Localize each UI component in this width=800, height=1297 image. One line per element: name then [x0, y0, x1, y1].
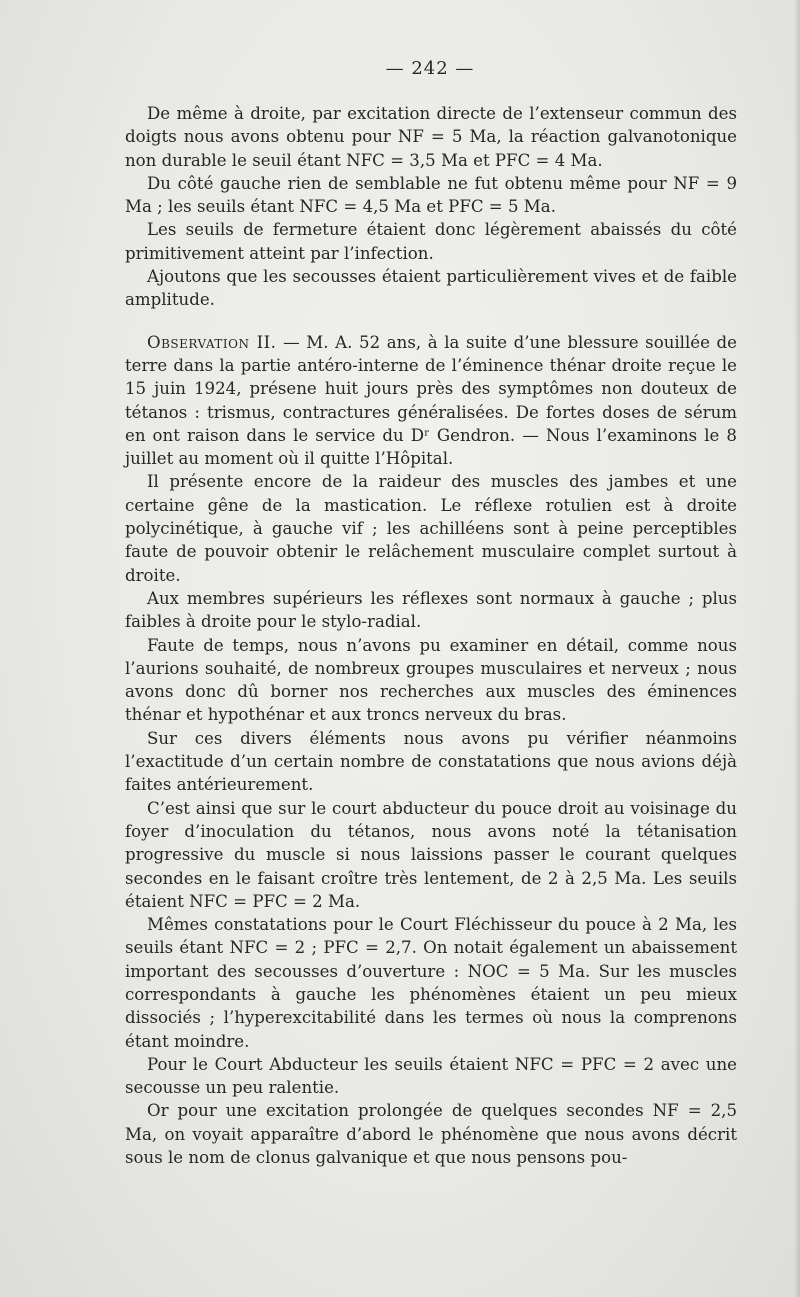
observation-heading: Observation II.	[147, 332, 277, 352]
paragraph: Faute de temps, nous n’avons pu examiner en détail, comme nous l’aurions souhaité, de nombreux groupes musculaires et nerveux ; nous avons donc dû borner nos recherches aux muscles des éminences thénar et hypothénar et aux troncs nerveux du bras.	[125, 635, 737, 725]
paragraph: Du côté gauche rien de semblable ne fut obtenu même pour NF = 9 Ma ; les seuils étant NFC = 4,5 Ma et PFC = 5 Ma.	[125, 173, 737, 217]
paragraph: C’est ainsi que sur le court abducteur du pouce droit au voisinage du foyer d’inoculation du tétanos, nous avons noté la tétanisation progressive du muscle si nous laissions passer le courant quelques secondes en le faisant croître très lentement, de 2 à 2,5 Ma. Les seuils étaient NFC = PFC = 2 Ma.	[125, 798, 737, 911]
paragraph: Pour le Court Abducteur les seuils étaient NFC = PFC = 2 avec une secousse un peu ralentie.	[125, 1054, 737, 1098]
paragraph: Les seuils de fermeture étaient donc légèrement abaissés du côté primitivement atteint par l’infection.	[125, 220, 737, 263]
paragraph: Il présente encore de la raideur des muscles des jambes et une certaine gêne de la mastication. Le réflexe rotulien est à droite polycinétique, à gauche vif ; les achilléens sont à peine perceptibles faute de pouvoir obtenir le relâchement musculaire complet surtout à droite.	[125, 472, 737, 585]
body-text	[125, 102, 737, 1169]
page-number: — 242 —	[385, 58, 475, 79]
observation-text: — M. A. 52 ans, à la suite d’une blessure souillée de terre dans la partie antéro-interne de l’éminence thénar droite reçue le 15 juin 1924, présene huit jours près des symptômes non douteux de tétanos : trismus, contractures généralisées. De fortes doses de sérum en ont raison dans le service du Dʳ Gendron. — Nous l’examinons le 8 juillet au moment où il quitte l’Hôpital.	[125, 332, 737, 469]
paragraph: Mêmes constatations pour le Court Fléchisseur du pouce à 2 Ma, les seuils étant NFC = 2 ; PFC = 2,7. On notait également un abaissement important des secousses d’ouverture : NOC = 5 Ma. Sur les muscles correspondants à gauche les phénomènes étaient un peu mieux dissociés ; l’hyperexcitabilité dans les termes où nous la comprenons étant moindre.	[125, 915, 737, 1051]
observation-paragraph	[125, 331, 737, 471]
paragraph: De même à droite, par excitation directe de l’extenseur commun des doigts nous avons obtenu pour NF = 5 Ma, la réaction galvanotonique non durable le seuil étant NFC = 3,5 Ma et PFC = 4 Ma.	[125, 104, 737, 170]
paragraph: Aux membres supérieurs les réflexes sont normaux à gauche ; plus faibles à droite pour le stylo-radial.	[125, 588, 737, 632]
paragraph: Or pour une excitation prolongée de quelques secondes NF = 2,5 Ma, on voyait apparaître d’abord le phénomène que nous avons décrit sous le nom de clonus galvanique et que nous pensons pou-	[125, 1101, 737, 1168]
paragraph: Sur ces divers éléments nous avons pu vérifier néanmoins l’exactitude d’un certain nombre de constatations que nous avions déjà faites antérieurement.	[125, 728, 737, 795]
page-edge-shadow	[794, 0, 800, 1297]
paragraph: Ajoutons que les secousses étaient particulièrement vives et de faible amplitude.	[125, 267, 737, 310]
